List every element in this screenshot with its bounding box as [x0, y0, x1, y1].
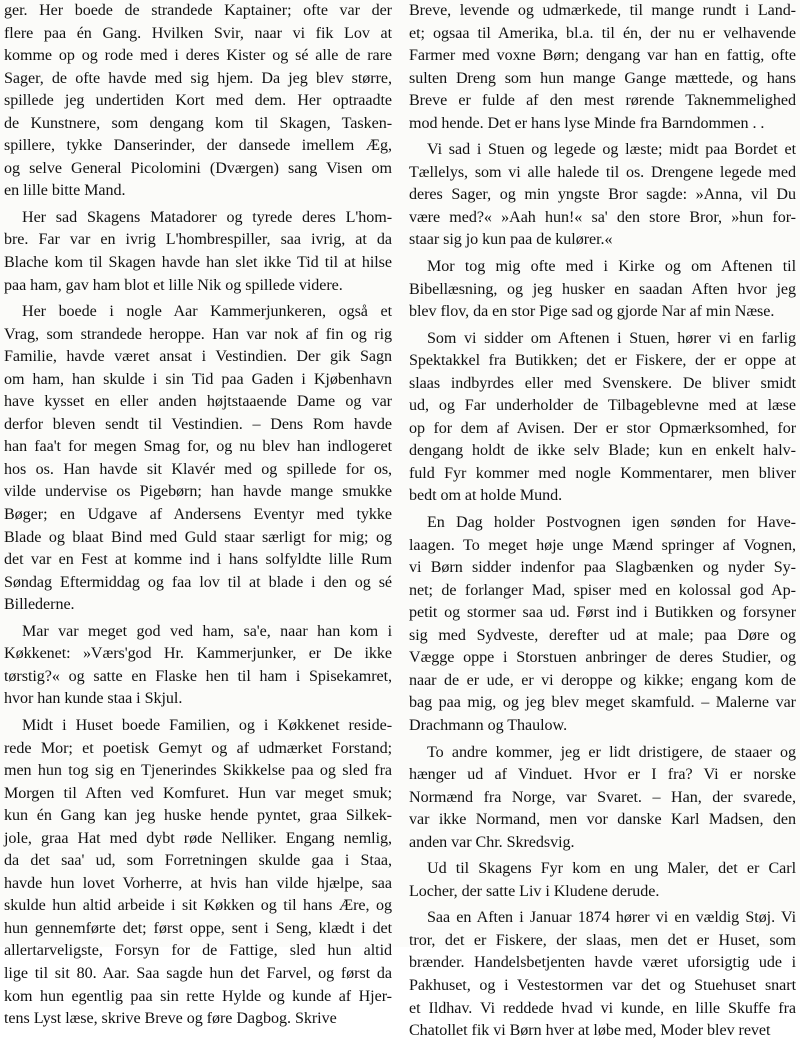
- text-line: derfor bleven sendt til Vestindien. – Dens Rom havde: [4, 415, 392, 433]
- paragraph: [4, 0, 392, 203]
- text-line: Blache kom til Skagen havde han slet ikke Tid til at hilse: [4, 254, 392, 272]
- text-line: paa ham, gav ham blot et lille Nik og spillede videre.: [4, 276, 343, 294]
- text-line: have kysset en eller anden højtstaaende Dame og var: [4, 393, 392, 411]
- text-line: han faa't for megen Smag for, og nu blev han indlogeret: [4, 438, 392, 456]
- paragraph: [4, 301, 392, 617]
- text-line: petit og stormer saa ud. Først ind i Butikken og forsyner: [409, 604, 796, 622]
- text-line: rede Mor; et poetisk Gemyt og af udmærket Forstand;: [4, 739, 392, 757]
- text-line: kun én Gang kan jeg huske hende pyntet, graa Silkek-: [4, 807, 392, 825]
- text-line: Mar var meget god ved ham, sa'e, naar han kom i: [22, 622, 392, 640]
- text-line: Tællelys, som vi alle halede til os. Drengene legede med: [409, 163, 796, 181]
- text-line: sulten Dreng som hun mange Gange mættede, og hans: [409, 69, 796, 87]
- text-line: tror, det er Fiskere, der slaas, men det er Huset, som: [409, 931, 796, 949]
- right-column: [409, 0, 796, 1043]
- text-line: tens Lyst læse, skrive Breve og føre Dagbog. Skrive: [4, 1010, 337, 1028]
- text-line: Søndag Eftermiddag og faa lov til at blade i den og sé: [4, 573, 392, 591]
- text-line: Normænd fra Norge, var Svaret. – Han, der svarede,: [409, 788, 796, 806]
- paragraph: [409, 858, 796, 903]
- text-line: ud, og Far underholder de Tilbageblevne med at læse: [409, 397, 796, 415]
- text-line: og selve General Picolomini (Dværgen) sang Visen om: [4, 159, 392, 177]
- text-line: Locher, der satte Liv i Kludene derude.: [409, 882, 660, 900]
- text-line: blev flov, da en stor Pige sad og gjorde Nar af min Næse.: [409, 303, 775, 321]
- text-line: Vrag, som strandede heroppe. Han var nok af fin og rig: [4, 325, 392, 343]
- text-line: havde hun lovet Vorherre, at hvis han vilde hjælpe, saa: [4, 874, 392, 892]
- text-line: Drachmann og Thaulow.: [409, 716, 568, 734]
- text-line: om ham, han skulde i sin Tid paa Gaden i Kjøbenhavn: [4, 370, 392, 388]
- text-line: Her sad Skagens Matadorer og tyrede deres L'hom-: [22, 208, 392, 226]
- text-line: hvor han kunde staa i Skjul.: [4, 690, 183, 708]
- text-line: op for dem af Avisen. Der er stor Opmærksomhed, for: [409, 419, 796, 437]
- paragraph: [4, 207, 392, 297]
- text-line: Som vi sidder om Aftenen i Stuen, hører vi en farlig: [427, 329, 796, 347]
- text-line: da det saa' ud, som Forretningen skulde gaa i Staa,: [4, 852, 392, 870]
- text-line: det var en Fest at komme ind i hans solfyldte lille Rum: [4, 551, 392, 569]
- text-line: Saa en Aften i Januar 1874 hører vi en vældig Støj. Vi: [427, 909, 796, 927]
- text-line: En Dag holder Postvognen igen sønden for Have-: [427, 514, 796, 532]
- text-line: Chatollet fik vi Børn hver at løbe med, Moder blev revet: [409, 1022, 771, 1040]
- text-line: kom hun egentlig paa sin rette Hylde og kunde af Hjer-: [4, 987, 392, 1005]
- text-line: Breve, levende og udmærkede, til mange rundt i Land-: [409, 2, 796, 19]
- text-line: et; ogsaa til Amerika, bl.a. til én, der nu er velhavende: [409, 24, 796, 42]
- text-line: Breve er fulde af den mest rørende Taknemmelighed: [409, 92, 796, 110]
- text-line: et Ildhav. Vi reddede hvad vi kunde, en lille Skuffe fra: [409, 999, 796, 1017]
- text-line: vi Børn sidder indenfor paa Slagbænken og nyder Sy-: [409, 559, 796, 577]
- text-line: spillere, tykke Danserinder, der dansede imellem Æg,: [4, 137, 392, 155]
- left-column: [4, 0, 392, 1031]
- text-line: komme op og rode med i deres Kister og sé alle de rare: [4, 47, 392, 65]
- text-line: fuld Fyr kommer med nogle Kommentarer, men bliver: [409, 464, 796, 482]
- text-line: hos os. Han havde sit Klavér med og spillede for os,: [4, 460, 392, 478]
- text-line: Bibellæsning, og jeg husker en saadan Aften hvor jeg: [409, 280, 796, 298]
- text-line: Morgen til Aften ved Komfuret. Hun var meget smuk;: [4, 784, 392, 802]
- text-line: anden var Chr. Skredsvig.: [409, 833, 575, 851]
- text-line: net; de forlanger Mad, spiser med en kolossal god Ap-: [409, 581, 796, 599]
- text-line: Farmer med voxne Børn; dengang var han en fattig, ofte: [409, 47, 796, 65]
- text-line: hun gennemførte det; først oppe, sent i Seng, klædt i det: [4, 919, 392, 937]
- text-line: jole, graa Hat med dybt røde Nelliker. Engang nemlig,: [4, 829, 392, 847]
- text-line: bag paa mig, og jeg blev meget skamfuld. – Malerne var: [409, 694, 796, 712]
- paragraph: [4, 715, 392, 1031]
- text-line: slaas indbyrdes eller med Svenskere. De bliver smidt: [409, 374, 796, 392]
- text-line: de Kunstnere, som dengang kom til Skagen, Tasken-: [4, 114, 392, 132]
- text-line: Ud til Skagens Fyr kom en ung Maler, det er Carl: [427, 860, 796, 878]
- text-line: Blade og blaat Bind med Guld staar særligt for mig; og: [4, 528, 392, 546]
- text-line: spillede jeg undertiden Kort med dem. Her optraadte: [4, 92, 392, 110]
- text-line: lige til sit 80. Aar. Saa sagde hun det Farvel, og først da: [4, 964, 392, 982]
- paragraph: [4, 621, 392, 711]
- text-line: flere paa én Gang. Hvilken Svir, naar vi fik Lov at: [4, 24, 392, 42]
- text-line: Bøger; en Udgave af Andersens Eventyr med tykke: [4, 506, 392, 524]
- text-line: To andre kommer, jeg er lidt dristigere, de staaer og: [427, 743, 796, 761]
- text-line: bedt om at holde Mund.: [409, 487, 563, 505]
- paragraph: [409, 139, 796, 252]
- text-line: brænder. Handelsbetjenten havde været uforsigtig ude i: [409, 954, 796, 972]
- text-line: allertarveligste, Forsyn for de Fattige, sled hun altid: [4, 942, 392, 960]
- text-line: Pakhuset, og i Vestestormen var det og Stuehuset snart: [409, 976, 796, 994]
- text-line: bre. Far var en ivrig L'hombrespiller, saa ivrig, at da: [4, 231, 392, 249]
- paragraph: [409, 907, 796, 1042]
- paragraph: [409, 0, 796, 135]
- text-line: var ikke Normand, men vor danske Karl Madsen, den: [409, 811, 796, 829]
- text-line: men hun tog sig en Tjenerindes Skikkelse paa og sled fra: [4, 762, 392, 780]
- text-line: Køkkenet: »Værs'god Hr. Kammerjunker, er De ikke: [4, 645, 392, 663]
- paragraph: [409, 512, 796, 737]
- text-line: mod hende. Det er hans lyse Minde fra Barndommen . .: [409, 114, 765, 132]
- paragraph: [409, 328, 796, 508]
- text-line: tørstig?« og satte en Flaske hen til ham i Spisekamret,: [4, 667, 392, 685]
- text-line: Vægge oppe i Storstuen anbringer de deres Studier, og: [409, 649, 796, 667]
- text-line: dengang holdt de ikke selv Blade; kun en enkelt halv-: [409, 442, 796, 460]
- text-line: vilde undervise os Pigebørn; han havde mange smukke: [4, 483, 392, 501]
- text-line: Vi sad i Stuen og legede og læste; midt paa Bordet et: [427, 141, 796, 159]
- text-line: hænger ud af Vinduet. Hvor er I fra? Vi er norske: [409, 766, 796, 784]
- paragraph: [409, 256, 796, 324]
- text-line: naar de er ude, er vi deroppe og kikke; engang kom de: [409, 671, 796, 689]
- text-line: være med?« »Aah hun!« sa' den store Bror, »hun for-: [409, 208, 796, 226]
- text-line: Familie, havde været ansat i Vestindien. Der gik Sagn: [4, 348, 392, 366]
- text-line: Midt i Huset boede Familien, og i Køkkenet reside-: [22, 716, 392, 734]
- text-line: laagen. To meget høje unge Mænd springer af Vognen,: [409, 536, 796, 554]
- text-line: en lille bitte Mand.: [4, 182, 126, 200]
- paragraph: [409, 742, 796, 855]
- text-line: staar sig jo kun paa de kulører.«: [409, 231, 613, 249]
- text-line: skulde hun altid arbeide i sit Køkken og til hans Ære, og: [4, 897, 392, 915]
- text-line: Her boede i nogle Aar Kammerjunkeren, også et: [22, 303, 392, 321]
- text-line: Spektakkel fra Butikken; det er Fiskere, der er oppe at: [409, 352, 796, 370]
- text-line: deres Sager, og min yngste Bror sagde: »Anna, vil Du: [409, 186, 796, 204]
- text-line: Sager, de ofte havde med sig hjem. Da jeg blev større,: [4, 69, 392, 87]
- text-line: Billederne.: [4, 596, 75, 614]
- text-line: ger. Her boede de strandede Kaptainer; ofte var der: [4, 2, 392, 19]
- text-line: Mor tog mig ofte med i Kirke og om Aftenen til: [427, 258, 796, 276]
- text-line: sig med Sydveste, derefter ud at male; paa Døre og: [409, 626, 796, 644]
